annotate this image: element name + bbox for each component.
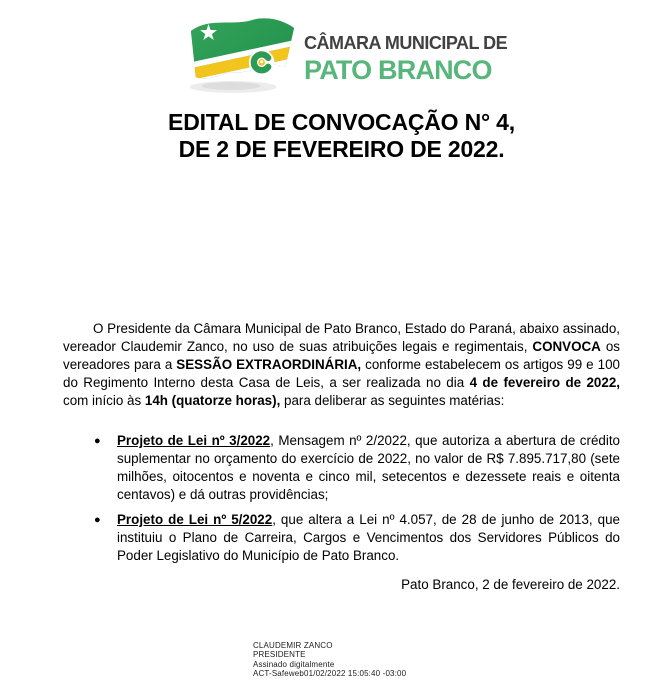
intro-date: 4 de fevereiro de 2022, xyxy=(469,375,620,390)
flag-logo-icon xyxy=(182,12,300,96)
agenda-list xyxy=(63,432,620,565)
list-item xyxy=(63,511,620,565)
title-line-2: DE 2 DE FEVEREIRO DE 2022. xyxy=(178,136,505,162)
signature-block xyxy=(253,641,406,679)
item-text: , Mensagem nº 2/2022, que autoriza a abertura de crédito suplementar no orçamento do exercício de 2022, no valor de R$ 7.895.717,80 (sete milhões, oitocentos e noventa e cinco mil, setecentos e dezessete reais e oitenta centavos) e dá outras providências; xyxy=(117,433,620,502)
dateline: Pato Branco, 2 de fevereiro de 2022. xyxy=(401,577,620,592)
logo-text xyxy=(304,33,507,86)
item-title: Projeto de Lei nº 5/2022 xyxy=(117,512,273,527)
item-text: , que altera a Lei nº 4.057, de 28 de junho de 2013, que instituiu o Plano de Carreira, Cargos e Vencimentos dos Servidores Públicos do Poder Legislativo do Município de Pato Branco. xyxy=(117,512,620,563)
logo-org-name: PATO BRANCO xyxy=(304,55,492,85)
signature-certificate: ACT-Safeweb01/02/2022 15:05:40 -03:00 xyxy=(253,669,407,679)
title-line-1: EDITAL DE CONVOCAÇÃO N° 4, xyxy=(168,109,515,135)
header-logo xyxy=(182,12,507,96)
document-title xyxy=(63,109,620,163)
intro-convoca: CONVOCA xyxy=(532,339,601,354)
signature-role: PRESIDENTE xyxy=(253,650,306,660)
intro-sessao: SESSÃO EXTRAORDINÁRIA, xyxy=(176,357,362,372)
intro-text: O Presidente da Câmara Municipal de Pato Branco, Estado do Paraná, abaixo assinado, vereador Claudemir Zanco, no uso de suas atribuições legais e regimentais, xyxy=(63,321,621,354)
bullet-icon: ● xyxy=(94,514,101,526)
logo-org-line: CÂMARA MUNICIPAL DE xyxy=(304,33,508,53)
signature-name: CLAUDEMIR ZANCO xyxy=(253,641,333,650)
intro-paragraph: O Presidente da Câmara Municipal de Pato Branco, Estado do Paraná, abaixo assinado, vereador Claudemir Zanco, no uso de suas atribuições legais e regimentais, CONVOCA os vereadores para a SESSÃO EXTRAORDINÁRIA, conforme estabelecem os artigos 99 e 100 do Regimento Interno desta Casa de Leis, a ser realizada no dia 4 de fevereiro de 2022, com início às 14h (quatorze horas), para deliberar as seguintes matérias: xyxy=(63,321,621,408)
bullet-icon: ● xyxy=(94,435,101,447)
list-item xyxy=(63,432,620,504)
item-title: Projeto de Lei nº 3/2022 xyxy=(117,433,271,448)
signature-method: Assinado digitalmente xyxy=(253,659,335,669)
intro-time: 14h (quatorze horas), xyxy=(144,393,281,408)
